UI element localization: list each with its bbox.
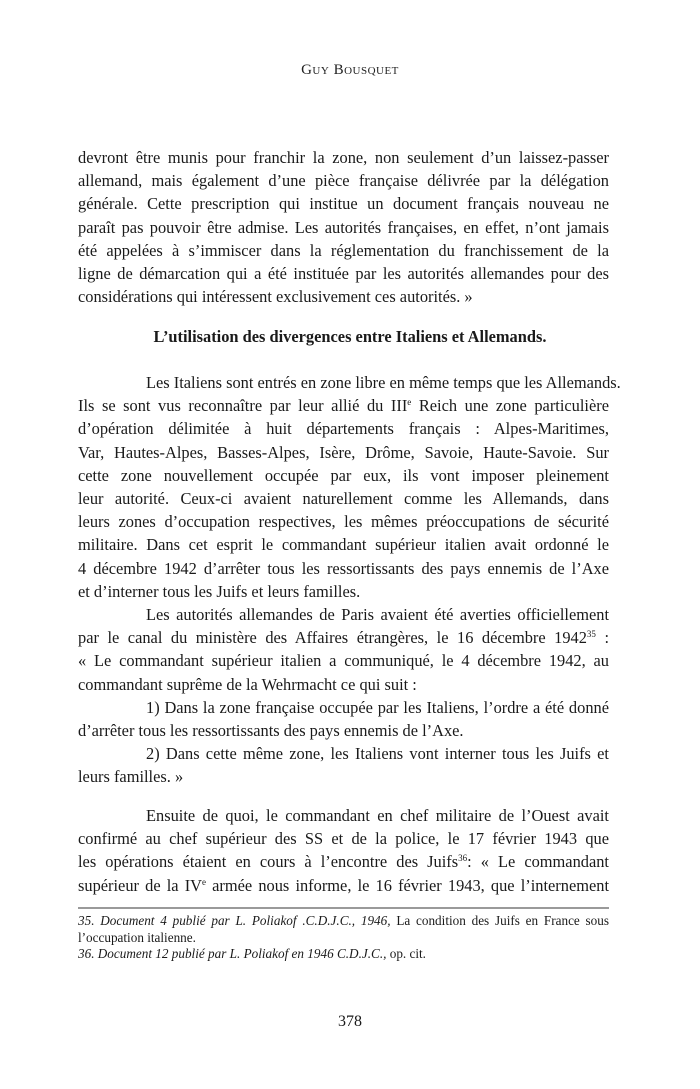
text-line: Var, Hautes-Alpes, Basses-Alpes, Isère, Drôme, Savoie, Haute-Savoie. Sur xyxy=(78,442,609,462)
text-line: 2) Dans cette même zone, les Italiens vont interner tous les Juifs et xyxy=(146,744,609,764)
paragraph-quote-end xyxy=(78,146,609,308)
text-line: militaire. Dans cet esprit le commandant supérieur italien avait ordonné le xyxy=(78,535,609,555)
text-line: Les autorités allemandes de Paris avaient été averties officiellement xyxy=(146,605,609,624)
page-number: 378 xyxy=(338,1013,362,1030)
text-line: les opérations étaient en cours à l’encontre des Juifs$^{36}$: « Le commandant xyxy=(78,852,609,872)
running-head: Guy Bousquet xyxy=(301,62,399,78)
footnotes xyxy=(78,913,609,963)
text-line: Ensuite de quoi, le commandant en chef militaire de l’Ouest avait xyxy=(146,806,609,825)
text-line: cette zone nouvellement occupée par eux, ils vont imposer pleinement xyxy=(78,465,609,485)
paragraph-italian-zone xyxy=(78,371,621,603)
text-line: Ils se sont vus reconnaître par leur allié du IIIe Reich une zone particulière xyxy=(78,396,609,416)
footnote-36: 36. Document 12 publié par L. Poliakof en 1946 C.D.J.C., op. cit. xyxy=(78,946,426,962)
text-line: d’arrêter tous les ressortissants des pays ennemis de l’Axe. xyxy=(78,721,464,741)
text-line: par le canal du ministère des Affaires étrangères, le 16 décembre 1942$^{35}$ : xyxy=(78,628,609,648)
text-line: générale. Cette prescription qui institue un document français nouveau ne xyxy=(78,194,609,214)
text-line: commandant suprême de la Wehrmacht ce qui suit : xyxy=(78,674,417,694)
superscript: e xyxy=(202,876,207,887)
text-line: confirmé au chef supérieur des SS et de la police, le 17 février 1943 que xyxy=(78,829,609,849)
paragraph-paris-notified xyxy=(78,603,609,789)
paragraph-ss-confirmed xyxy=(78,804,609,897)
text-line: 4 décembre 1942 d’arrêter tous les ressortissants des pays ennemis de l’Axe xyxy=(78,558,609,578)
text-line: allemand, mais également d’une pièce française délivrée par la délégation xyxy=(78,171,609,191)
text-line: 1) Dans la zone française occupée par les Italiens, l’ordre a été donné xyxy=(146,697,609,717)
text-line: et d’interner tous les Juifs et leurs familles. xyxy=(78,581,361,601)
text-line: leurs familles. » xyxy=(78,767,184,787)
text-line: leurs zones d’occupation respectives, les mêmes préoccupations de sécurité xyxy=(78,512,609,532)
text-line: supérieur de la IVe armée nous informe, le 16 février 1943, que l’internement xyxy=(78,875,610,895)
text-line: leur autorité. Ceux-ci avaient naturellement comme les Allemands, dans xyxy=(78,489,609,509)
section-heading: L’utilisation des divergences entre Italiens et Allemands. xyxy=(153,327,547,346)
text-line: « Le commandant supérieur italien a communiqué, le 4 décembre 1942, au xyxy=(78,651,609,671)
text-line: été appelées à s’immiscer dans la réglementation du franchissement de la xyxy=(78,240,609,260)
text-line: paraît pas pouvoir être admise. Les autorités françaises, en effet, n’ont jamais xyxy=(78,217,609,237)
superscript: e xyxy=(407,397,412,408)
footnote-35-cont: l’occupation italienne. xyxy=(78,929,196,945)
footnote-ref-35[interactable]: 35 xyxy=(586,629,596,640)
text-line: devront être munis pour franchir la zone, non seulement d’un laissez-passer xyxy=(78,148,609,167)
footnote-divider xyxy=(78,907,609,909)
text-line: ligne de démarcation qui a été instituée par les autorités allemandes pour des xyxy=(78,264,609,284)
text-line: d’opération délimitée à huit départements français : Alpes-Maritimes, xyxy=(78,419,609,439)
footnote-35: 35. Document 4 publié par L. Poliakof .C.D.J.C., 1946, La condition des Juifs en France sous xyxy=(78,913,610,928)
text-line: Les Italiens sont entrés en zone libre en même temps que les Allemands. xyxy=(146,373,621,392)
text-line: considérations qui intéressent exclusivement ces autorités. » xyxy=(78,287,473,307)
footnote-ref-36[interactable]: 36 xyxy=(458,853,468,864)
